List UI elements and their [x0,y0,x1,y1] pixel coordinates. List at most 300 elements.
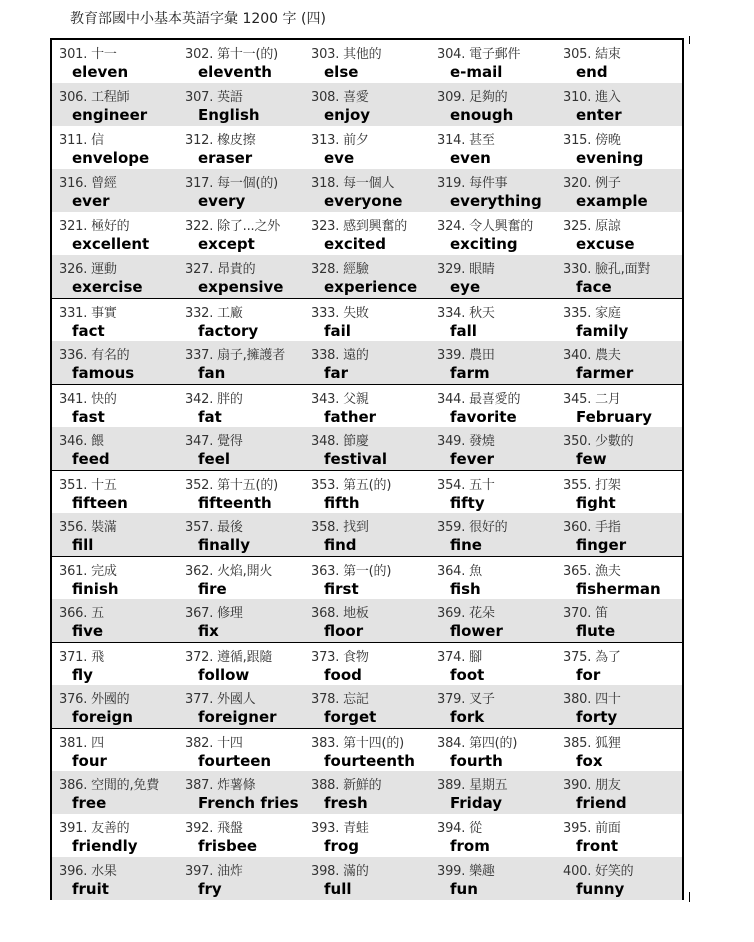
word-chinese: 350. 少數的 [563,434,634,449]
word-cell [178,427,304,470]
table-row [52,728,682,772]
word-english: foreigner [198,708,277,726]
word-cell [556,857,682,900]
word-english: eleven [72,63,129,81]
word-cell [304,471,430,514]
word-cell [556,471,682,514]
word-chinese: 394. 從 [437,821,482,836]
word-english: everyone [324,192,403,210]
word-english: funny [576,880,625,898]
word-english: flute [576,622,616,640]
word-chinese: 328. 經驗 [311,262,369,277]
word-english: frog [324,837,359,855]
word-english: farmer [576,364,634,382]
word-cell [556,685,682,728]
word-english: five [72,622,104,640]
word-chinese: 301. 十一 [59,47,117,62]
word-chinese: 358. 找到 [311,520,369,535]
table-row [52,556,682,600]
word-english: finish [72,580,119,598]
word-english: food [324,666,362,684]
word-english: finger [576,536,627,554]
table-row [52,255,682,298]
word-cell [178,814,304,857]
word-english: experience [324,278,418,296]
word-cell [52,729,178,772]
word-chinese: 392. 飛盤 [185,821,243,836]
word-chinese: 368. 地板 [311,606,369,621]
word-chinese: 343. 父親 [311,392,369,407]
word-english: enter [576,106,622,124]
word-english: feel [198,450,231,468]
word-chinese: 367. 修理 [185,606,243,621]
word-cell [52,857,178,900]
word-english: father [324,408,377,426]
table-row [52,40,682,83]
word-english: fourth [450,752,503,770]
word-chinese: 303. 其他的 [311,47,382,62]
word-chinese: 323. 感到興奮的 [311,219,408,234]
word-chinese: 374. 腳 [437,650,482,665]
word-cell [430,255,556,298]
table-row [52,599,682,642]
table-row [52,427,682,470]
word-chinese: 386. 空閒的,免費 [59,778,160,793]
word-english: fifth [324,494,360,512]
word-chinese: 317. 每一個(的) [185,176,279,191]
word-cell [178,771,304,814]
word-cell [430,643,556,686]
word-cell [52,341,178,384]
word-chinese: 329. 眼睛 [437,262,495,277]
word-english: forget [324,708,377,726]
word-chinese: 316. 曾經 [59,176,117,191]
word-english: example [576,192,648,210]
word-chinese: 342. 胖的 [185,392,243,407]
word-cell [556,729,682,772]
table-row [52,169,682,212]
word-english: eraser [198,149,253,167]
word-chinese: 324. 令人興奮的 [437,219,534,234]
word-chinese: 309. 足夠的 [437,90,508,105]
word-english: from [450,837,490,855]
word-chinese: 384. 第四(的) [437,736,518,751]
word-cell [304,643,430,686]
word-cell [556,513,682,556]
page-title: 教育部國中小基本英語字彙 1200 字 (四) [70,11,326,27]
word-chinese: 304. 電子郵件 [437,47,521,62]
table-row [52,814,682,857]
word-english: fresh [324,794,368,812]
word-cell [430,557,556,600]
word-chinese: 322. 除了...之外 [185,219,281,234]
word-english: friendly [72,837,138,855]
word-chinese: 387. 炸薯條 [185,778,256,793]
word-chinese: 351. 十五 [59,478,117,493]
word-english: end [576,63,608,81]
word-english: enjoy [324,106,371,124]
word-english: fruit [72,880,109,898]
word-chinese: 400. 好笑的 [563,864,634,879]
word-chinese: 371. 飛 [59,650,104,665]
word-english: four [72,752,107,770]
word-cell [52,169,178,212]
word-chinese: 354. 五十 [437,478,495,493]
word-chinese: 305. 結束 [563,47,621,62]
word-english: fifteenth [198,494,272,512]
word-cell [304,40,430,83]
word-cell [430,729,556,772]
word-cell [556,599,682,642]
word-cell [178,643,304,686]
corner-tick [689,892,690,902]
word-chinese: 370. 笛 [563,606,608,621]
word-english: find [324,536,357,554]
word-chinese: 355. 打架 [563,478,621,493]
word-chinese: 326. 運動 [59,262,117,277]
word-english: enough [450,106,514,124]
word-chinese: 399. 樂趣 [437,864,495,879]
word-cell [430,513,556,556]
word-cell [430,212,556,255]
word-english: fifty [450,494,485,512]
table-row [52,298,682,342]
word-english: English [198,106,260,124]
word-cell [556,40,682,83]
word-cell [178,83,304,126]
word-english: fat [198,408,222,426]
word-cell [178,40,304,83]
word-cell [556,385,682,428]
word-cell [304,385,430,428]
word-chinese: 340. 農夫 [563,348,621,363]
word-cell [178,299,304,342]
word-cell [178,857,304,900]
word-english: everything [450,192,542,210]
table-row [52,126,682,169]
word-english: eye [450,278,481,296]
word-english: free [72,794,107,812]
word-chinese: 379. 叉子 [437,692,495,707]
word-chinese: 376. 外國的 [59,692,130,707]
word-english: fry [198,880,222,898]
word-english: floor [324,622,364,640]
word-cell [430,599,556,642]
word-cell [178,212,304,255]
word-chinese: 361. 完成 [59,564,117,579]
word-english: ever [72,192,110,210]
table-row [52,83,682,126]
table-row [52,212,682,255]
table-row [52,642,682,686]
word-cell [304,169,430,212]
word-cell [304,83,430,126]
word-english: first [324,580,359,598]
word-english: envelope [72,149,150,167]
word-chinese: 327. 昂貴的 [185,262,256,277]
word-chinese: 397. 油炸 [185,864,243,879]
word-english: fourteenth [324,752,415,770]
word-chinese: 307. 英語 [185,90,243,105]
word-english: far [324,364,349,382]
word-english: foot [450,666,485,684]
word-cell [430,299,556,342]
word-english: engineer [72,106,148,124]
vocabulary-table [50,38,684,900]
word-chinese: 364. 魚 [437,564,482,579]
word-cell [304,685,430,728]
word-cell [178,599,304,642]
word-english: e-mail [450,63,503,81]
word-cell [178,169,304,212]
word-english: feed [72,450,110,468]
word-cell [430,169,556,212]
word-chinese: 335. 家庭 [563,306,621,321]
word-english: fine [450,536,482,554]
word-chinese: 391. 友善的 [59,821,130,836]
word-chinese: 308. 喜愛 [311,90,369,105]
word-english: front [576,837,619,855]
word-english: every [198,192,246,210]
word-english: except [198,235,255,253]
word-english: fall [450,322,477,340]
word-english: excited [324,235,386,253]
word-cell [52,471,178,514]
word-cell [556,771,682,814]
table-row [52,513,682,556]
word-cell [556,557,682,600]
word-cell [556,427,682,470]
word-cell [304,212,430,255]
word-cell [52,643,178,686]
word-english: forty [576,708,618,726]
word-cell [178,385,304,428]
word-cell [430,341,556,384]
word-english: fan [198,364,226,382]
word-english: expensive [198,278,284,296]
word-english: fish [450,580,481,598]
word-cell [430,40,556,83]
word-chinese: 369. 花朵 [437,606,495,621]
word-english: fever [450,450,495,468]
table-row [52,771,682,814]
word-chinese: 380. 四十 [563,692,621,707]
word-cell [52,385,178,428]
word-chinese: 366. 五 [59,606,104,621]
word-english: fox [576,752,603,770]
word-cell [556,341,682,384]
word-chinese: 347. 覺得 [185,434,243,449]
word-cell [430,83,556,126]
word-english: excellent [72,235,150,253]
word-cell [52,557,178,600]
word-chinese: 344. 最喜愛的 [437,392,521,407]
word-cell [304,599,430,642]
word-english: fork [450,708,485,726]
word-chinese: 339. 農田 [437,348,495,363]
word-chinese: 359. 很好的 [437,520,508,535]
word-english: fill [72,536,94,554]
word-cell [52,814,178,857]
word-cell [430,126,556,169]
word-chinese: 353. 第五(的) [311,478,392,493]
word-chinese: 313. 前夕 [311,133,369,148]
word-cell [52,299,178,342]
word-chinese: 360. 手指 [563,520,621,535]
word-english: finally [198,536,250,554]
word-cell [430,471,556,514]
word-cell [556,299,682,342]
word-chinese: 363. 第一(的) [311,564,392,579]
word-chinese: 325. 原諒 [563,219,621,234]
word-chinese: 318. 每一個人 [311,176,395,191]
word-english: festival [324,450,387,468]
word-chinese: 383. 第十四(的) [311,736,405,751]
word-english: follow [198,666,250,684]
word-cell [430,857,556,900]
word-chinese: 390. 朋友 [563,778,621,793]
table-row [52,341,682,384]
word-english: face [576,278,612,296]
word-chinese: 338. 遠的 [311,348,369,363]
word-cell [430,685,556,728]
word-chinese: 396. 水果 [59,864,117,879]
word-cell [556,643,682,686]
word-cell [304,857,430,900]
word-chinese: 314. 甚至 [437,133,495,148]
word-chinese: 365. 漁夫 [563,564,621,579]
word-chinese: 312. 橡皮擦 [185,133,256,148]
word-chinese: 315. 傍晚 [563,133,621,148]
word-chinese: 381. 四 [59,736,104,751]
word-english: fact [72,322,105,340]
word-chinese: 373. 食物 [311,650,369,665]
word-chinese: 330. 臉孔,面對 [563,262,651,277]
word-english: eve [324,149,355,167]
word-english: fun [450,880,478,898]
word-chinese: 388. 新鮮的 [311,778,382,793]
word-cell [304,513,430,556]
word-cell [304,126,430,169]
word-english: even [450,149,491,167]
word-english: evening [576,149,644,167]
word-english: excuse [576,235,635,253]
word-chinese: 331. 事實 [59,306,117,321]
word-english: French fries [198,794,299,812]
word-english: fail [324,322,351,340]
word-chinese: 319. 每件事 [437,176,508,191]
word-cell [304,557,430,600]
word-chinese: 382. 十四 [185,736,243,751]
table-row [52,685,682,728]
word-cell [178,685,304,728]
word-cell [178,341,304,384]
word-chinese: 357. 最後 [185,520,243,535]
word-english: exciting [450,235,518,253]
word-english: frisbee [198,837,258,855]
word-english: for [576,666,601,684]
word-english: favorite [450,408,517,426]
word-chinese: 302. 第十一(的) [185,47,279,62]
word-chinese: 348. 節慶 [311,434,369,449]
word-cell [178,729,304,772]
word-chinese: 393. 青蛙 [311,821,369,836]
word-english: fifteen [72,494,128,512]
corner-tick [689,36,690,44]
word-cell [304,729,430,772]
table-row [52,857,682,900]
table-row [52,384,682,428]
word-english: family [576,322,629,340]
word-english: farm [450,364,490,382]
word-english: fire [198,580,227,598]
word-chinese: 395. 前面 [563,821,621,836]
word-cell [52,255,178,298]
word-english: else [324,63,359,81]
word-english: full [324,880,352,898]
word-cell [304,341,430,384]
word-chinese: 372. 遵循,跟隨 [185,650,273,665]
word-chinese: 336. 有名的 [59,348,130,363]
word-english: factory [198,322,259,340]
word-cell [430,771,556,814]
word-chinese: 377. 外國人 [185,692,256,707]
word-cell [178,557,304,600]
word-chinese: 306. 工程師 [59,90,130,105]
word-english: Friday [450,794,503,812]
word-english: fight [576,494,616,512]
word-cell [556,255,682,298]
word-english: flower [450,622,503,640]
word-cell [178,513,304,556]
word-chinese: 310. 進入 [563,90,621,105]
word-chinese: 321. 極好的 [59,219,130,234]
word-chinese: 332. 工廠 [185,306,243,321]
word-chinese: 349. 發燒 [437,434,495,449]
word-cell [556,83,682,126]
word-chinese: 337. 扇子,擁護者 [185,348,286,363]
word-chinese: 362. 火焰,開火 [185,564,273,579]
word-cell [304,814,430,857]
word-chinese: 345. 二月 [563,392,621,407]
word-cell [52,685,178,728]
word-chinese: 333. 失敗 [311,306,369,321]
word-english: foreign [72,708,133,726]
word-cell [52,599,178,642]
word-cell [556,169,682,212]
word-chinese: 311. 信 [59,133,104,148]
word-cell [556,814,682,857]
word-cell [52,212,178,255]
word-cell [556,126,682,169]
word-english: fix [198,622,219,640]
word-cell [304,771,430,814]
word-english: famous [72,364,135,382]
word-cell [556,212,682,255]
word-english: few [576,450,607,468]
word-cell [52,126,178,169]
word-english: fisherman [576,580,661,598]
word-cell [52,40,178,83]
word-cell [178,126,304,169]
word-chinese: 356. 裝滿 [59,520,117,535]
word-chinese: 320. 例子 [563,176,621,191]
table-row [52,470,682,514]
word-english: friend [576,794,627,812]
word-chinese: 378. 忘記 [311,692,369,707]
word-english: eleventh [198,63,272,81]
word-cell [52,771,178,814]
